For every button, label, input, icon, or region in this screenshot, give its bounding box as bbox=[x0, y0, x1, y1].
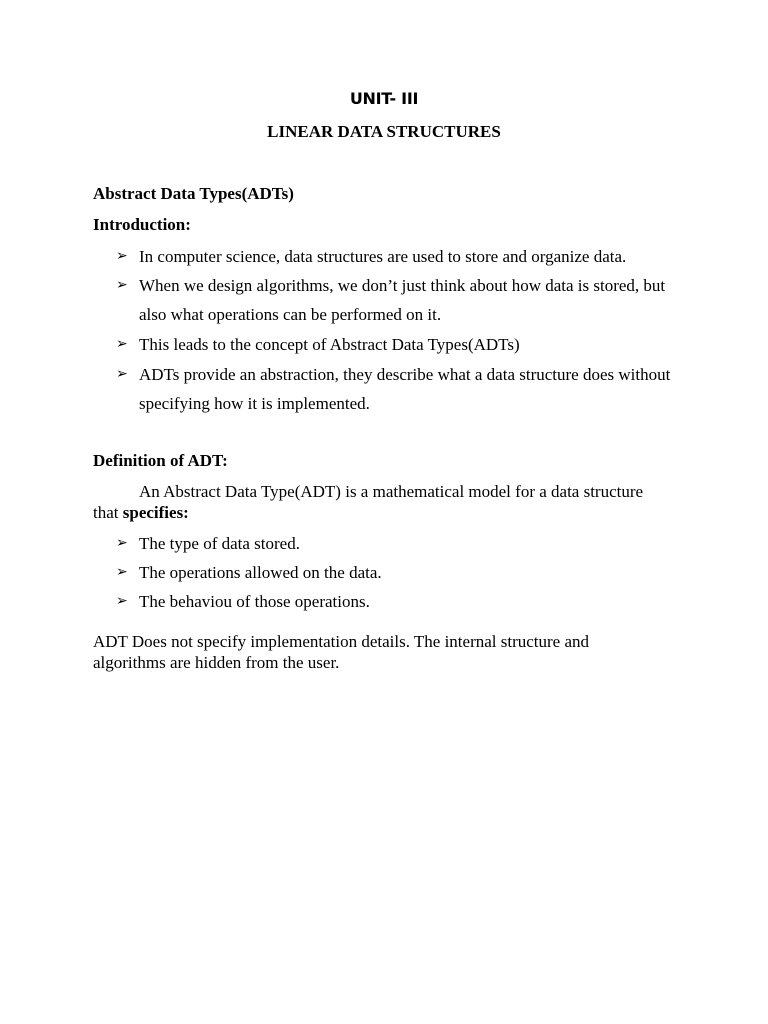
spec-bullet: ➢ The operations allowed on the data. bbox=[116, 558, 696, 587]
arrow-bullet-icon: ➢ bbox=[116, 366, 128, 382]
definition-heading: Definition of ADT: bbox=[93, 451, 228, 470]
arrow-bullet-icon: ➢ bbox=[116, 535, 128, 551]
arrow-bullet-icon: ➢ bbox=[116, 336, 128, 352]
definition-paragraph bbox=[93, 481, 653, 523]
intro-bullet: ➢ In computer science, data structures are used to store and organize data. bbox=[116, 242, 696, 271]
spec-bullet: ➢ The behaviou of those operations. bbox=[116, 587, 696, 616]
arrow-bullet-icon: ➢ bbox=[116, 593, 128, 609]
definition-bold-word: specifies: bbox=[122, 503, 189, 522]
arrow-bullet-icon: ➢ bbox=[116, 248, 128, 264]
unit-title: UNIT- III bbox=[349, 89, 419, 108]
subject-title: LINEAR DATA STRUCTURES bbox=[267, 122, 501, 141]
intro-bullet: ➢ This leads to the concept of Abstract Data Types(ADTs) bbox=[116, 330, 696, 359]
intro-bullet: ➢ ADTs provide an abstraction, they describe what a data structure does without specifying how it is implemented. bbox=[116, 360, 696, 418]
intro-bullet: ➢ When we design algorithms, we don’t just think about how data is stored, but also what operations can be performed on it. bbox=[116, 271, 696, 329]
intro-heading: Introduction: bbox=[93, 215, 191, 234]
arrow-bullet-icon: ➢ bbox=[116, 277, 128, 293]
closing-paragraph: ADT Does not specify implementation details. The internal structure and algorithms are hidden from the user. bbox=[93, 632, 590, 672]
spec-bullet: ➢ The type of data stored. bbox=[116, 529, 696, 558]
arrow-bullet-icon: ➢ bbox=[116, 564, 128, 580]
section-title: Abstract Data Types(ADTs) bbox=[93, 184, 294, 203]
definition-text: An Abstract Data Type(ADT) is a mathematical model for a data structure that bbox=[93, 482, 644, 522]
